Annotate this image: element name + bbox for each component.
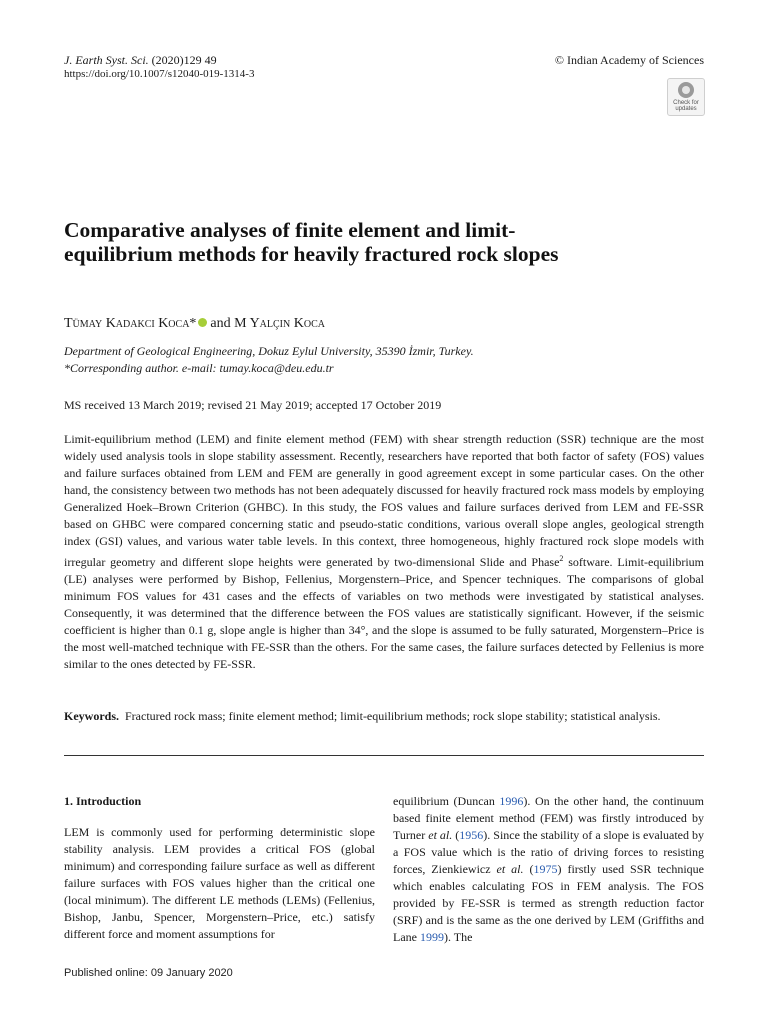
paper-title: Comparative analyses of finite element and limit-equilibrium methods for heavily fractured rock slopes [64,218,559,266]
keywords-label: Keywords. [64,709,119,723]
journal-citation [64,52,217,68]
keywords-text: Fractured rock mass; finite element method; limit-equilibrium methods; rock slope stability; statistical analysis. [125,709,661,723]
intro-text: ( [452,828,460,842]
intro-text: ). The [443,930,473,944]
section-divider [64,755,704,756]
check-updates-label-1: Check for [673,100,699,106]
abstract-text-2: software. Limit-equilibrium (LE) analyses were performed by Bishop, Fellenius, Morgenstern–Price, and Spencer techniques. The comparisons of global minimum FOS values for 431 cases and the effects of variables on two methods were investigated by statistical analyses. Consequently, it was determined that the difference between the FOS values are statistically significant. However, if the seismic coefficient is higher than 0.1 g, slope angle is higher than 34°, and the slope is assumed to be fully saturated, Morgenstern–Price is the most well-matched technique with FE-SSR than the others. For the same cases, the failure surfaces detected by Fellenius is more similar to the ones detected by FE-SSR. [64,555,705,671]
citation-link[interactable]: 1956 [459,828,484,842]
author-conjunction: and [210,316,231,331]
intro-text: ). Since the stability of a slope is evaluated by a FOS value which is the ratio of driving forces to resisting forces, Zienkiewicz [393,828,704,876]
copyright-notice: © Indian Academy of Sciences [554,53,704,67]
keywords [64,708,704,725]
check-for-updates-badge[interactable] [667,78,705,116]
intro-right-column [393,793,704,946]
citation-link[interactable]: 1996 [499,794,524,808]
check-updates-icon [678,82,694,98]
doi-link[interactable]: https://doi.org/10.1007/s12040-019-1314-3 [64,68,255,80]
abstract [64,431,704,673]
et-al: et al. [428,828,453,842]
abstract-superscript: 2 [559,554,564,563]
author-list [64,316,325,332]
manuscript-dates: MS received 13 March 2019; revised 21 May 2019; accepted 17 October 2019 [64,398,442,412]
intro-text: equilibrium (Duncan [393,794,500,808]
citation-link[interactable]: 1999 [419,930,444,944]
orcid-icon[interactable] [198,318,207,327]
corresponding-author: *Corresponding author. e-mail: tumay.koca@deu.edu.tr [64,361,334,375]
published-date: Published online: 09 January 2020 [64,967,233,979]
author-2[interactable]: M Yalçin Koca [234,316,325,331]
intro-text: ). On the other hand, the continuum based finite element method (FEM) was firstly introduced by Turner [393,794,704,842]
intro-text: ( [523,862,534,876]
intro-left-column [64,793,375,943]
affiliation: Department of Geological Engineering, Dokuz Eylul University, 35390 İzmir, Turkey. [64,344,474,358]
corresponding-marker: * [189,316,197,331]
et-al: et al. [496,862,524,876]
journal-reference: (2020)129 49 [151,53,217,67]
affiliation-block [64,343,474,377]
intro-text: ) firstly used SSR technique which enables calculating FOS in FEM analysis. The FOS provided by FE-SSR is termed as strength reduction factor (SRF) and is the same as the one derived by LEM (Griffiths and Lane [393,862,704,944]
intro-paragraph: LEM is commonly used for performing deterministic slope stability analysis. LEM provides a critical FOS (global minimum) and corresponding failure surface as well as different failure surfaces with FOS values higher than the critical one (local minimum). The different LE methods (LEMs) (Fellenius, Bishop, Janbu, Spencer, Morgenstern–Price, etc.) satisfy different force and moment assumptions for [64,825,375,941]
section-heading: 1. Introduction [64,794,142,808]
journal-name: J. Earth Syst. Sci. [64,53,149,67]
citation-link[interactable]: 1975 [533,862,558,876]
abstract-text-1: Limit-equilibrium method (LEM) and finite element method (FEM) with shear strength reduction (SSR) technique are the most widely used analysis tools in slope stability assessment. Recently, researchers have reported that both factor of safety (FOS) values and failure surfaces obtained from LEM and FEM are generally in good agreement except in some particular cases. On the other hand, the consistency between two methods has not been adequately discussed for heavily fractured rock mass models by employing Generalized Hoek–Brown Criterion (GHBC). In this study, the FOS values and failure surfaces derived from LEM and FE-SSR based on GHBC were compared concerning static and pseudo-static conditions, various overall slope angles, geological strength index (GSI) values, and various water table levels. In this context, three homogeneous, highly fractured rock slope models with irregular geometry and different slope heights were generated by two-dimensional Slide and Phase [64,432,704,569]
author-1[interactable]: Tümay Kadakci Koca [64,316,190,331]
check-updates-label-2: updates [675,106,697,112]
